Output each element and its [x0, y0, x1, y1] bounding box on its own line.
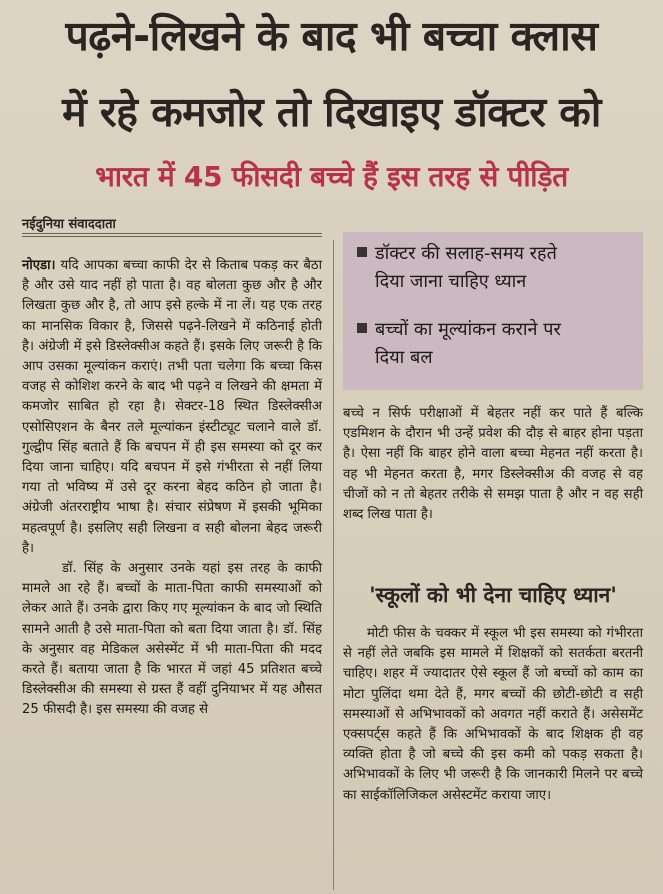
highlight-1-line-1: डॉक्टर की सलाह-समय रहते	[375, 243, 557, 264]
right-column-bottom	[343, 624, 643, 806]
left-paragraph-1	[22, 256, 322, 559]
column-divider	[333, 240, 334, 890]
byline: नईदुनिया संवाददाता	[22, 217, 116, 232]
square-bullet-icon	[357, 323, 367, 333]
highlight-2-line-2: दिया बल	[375, 347, 433, 368]
byline-rule-lower	[22, 236, 322, 237]
right-paragraph-1: बच्चे न सिर्फ परीक्षाओं में बेहतर नहीं कर पाते हैं बल्कि एडमिशन के दौरान भी उन्हें प्रवेश की दौड़ से बाहर होना पड़ता है। ऐसा नहीं कि बाहर होने वाला बच्चा मेहनत नहीं करता है। वह भी मेहनत करता है, मगर डिस्लेक्सीअ की वजह से वह चीजों को न तो बेहतर तरीके से समझ पाता है और न वह सही शब्द लिख पाता है।	[343, 406, 643, 523]
dateline: नोएडा।	[22, 258, 56, 273]
square-bullet-icon	[357, 247, 367, 257]
left-column	[22, 256, 322, 721]
highlight-item	[357, 316, 639, 372]
byline-rule	[22, 233, 322, 234]
right-column-top	[343, 404, 643, 525]
highlight-2-line-1: बच्चों का मूल्यांकन कराने पर	[375, 319, 561, 340]
highlight-box	[343, 232, 643, 390]
left-paragraph-2: डॉ. सिंह के अनुसार उनके यहां इस तरह के काफी मामले आ रहे हैं। बच्चों के माता-पिता काफी समस्याओं को लेकर आते हैं। उनके द्वारा किए गए मूल्यांकन के बाद जो स्थिति सामने आती है उसे माता-पिता को बता दिया जाता है। डॉ. सिंह के अनुसार वह मेडिकल असेस्मेंट में भी माता-पिता की मदद करते हैं। बताया जाता है कि भारत में जहां 45 प्रतिशत बच्चे डिस्लेक्सीअ की समस्या से ग्रस्त हैं वहीं दुनियाभर में यह औसत 25 फीसदी है। इस समस्या की वजह से	[22, 561, 322, 718]
left-paragraph-1-text: यदि आपका बच्चा काफी देर से किताब पकड़ कर बैठा है और उसे याद नहीं हो पाता है। वह बोलता कुछ और है और लिखता कुछ और है, तो आप इसे हल्के में ना लें। यह एक तरह का मानसिक विकार है, जिससे पढ़ने-लिखने में कठिनाई होती है। अंग्रेजी में इसे डिस्लेक्सीअ कहते हैं। इसके लिए जरूरी है कि आप उसका मूल्यांकन कराएं। तभी पता चलेगा कि बच्चा किस वजह से कोशिश करने के बाद भी पढ़ने व लिखने की क्षमता में कमजोर साबित हो रहा है। सेक्टर-18 स्थित डिस्लेक्सीअ एसोसिएशन के बैनर तले मूल्यांकन इंस्टीट्यूट चलाने वाले डॉ. गुल्द्वीप सिंह बताते हैं कि बचपन में ही इस समस्या को दूर कर दिया जाना चाहिए। यदि बचपन में इसे गंभीरता से नहीं लिया गया तो भविष्य में उसे दूर करना बेहद कठिन हो जाता है। अंग्रेजी अंतरराष्ट्रीय भाषा है। संचार संप्रेषण में इसकी भूमिका महत्वपूर्ण है। इसलिए सही लिखना व सही बोलना बेहद जरूरी है।	[22, 258, 322, 556]
highlight-1-line-2: दिया जाना चाहिए ध्यान	[375, 271, 527, 292]
subheadline: भारत में 45 फीसदी बच्चे हैं इस तरह से पीड़ित	[95, 160, 568, 193]
section-heading: 'स्कूलों को भी देना चाहिए ध्यान'	[369, 583, 617, 607]
right-paragraph-2: मोटी फीस के चक्कर में स्कूल भी इस समस्या को गंभीरता से नहीं लेते जबकि इस मामले में शिक्षकों को सतर्कता बरतनी चाहिए। शहर में ज्यादातर ऐसे स्कूल हैं जो बच्चों को काम का मोटा पुलिंदा थमा देते हैं, मगर बच्चों की छोटी-छोटी व सही समस्याओं से अभिभावकों को अवगत नहीं कराते हैं। असेसमेंट एक्सपर्ट्स कहते हैं कि अभिभावकों के बाद शिक्षक ही वह व्यक्ति होता है जो बच्चे की इस कमी को पकड़ सकता है। अभिभावकों के लिए भी जरूरी है कि जानकारी मिलने पर बच्चे का साईकॉलिजिकल असेस्टमेंट कराया जाए।	[343, 626, 643, 803]
headline-line-2: में रहे कमजोर तो दिखाइए डॉक्टर को	[62, 88, 601, 136]
headline-line-1: पढ़ने-लिखने के बाद भी बच्चा क्लास	[65, 12, 598, 60]
highlight-item	[357, 240, 639, 296]
